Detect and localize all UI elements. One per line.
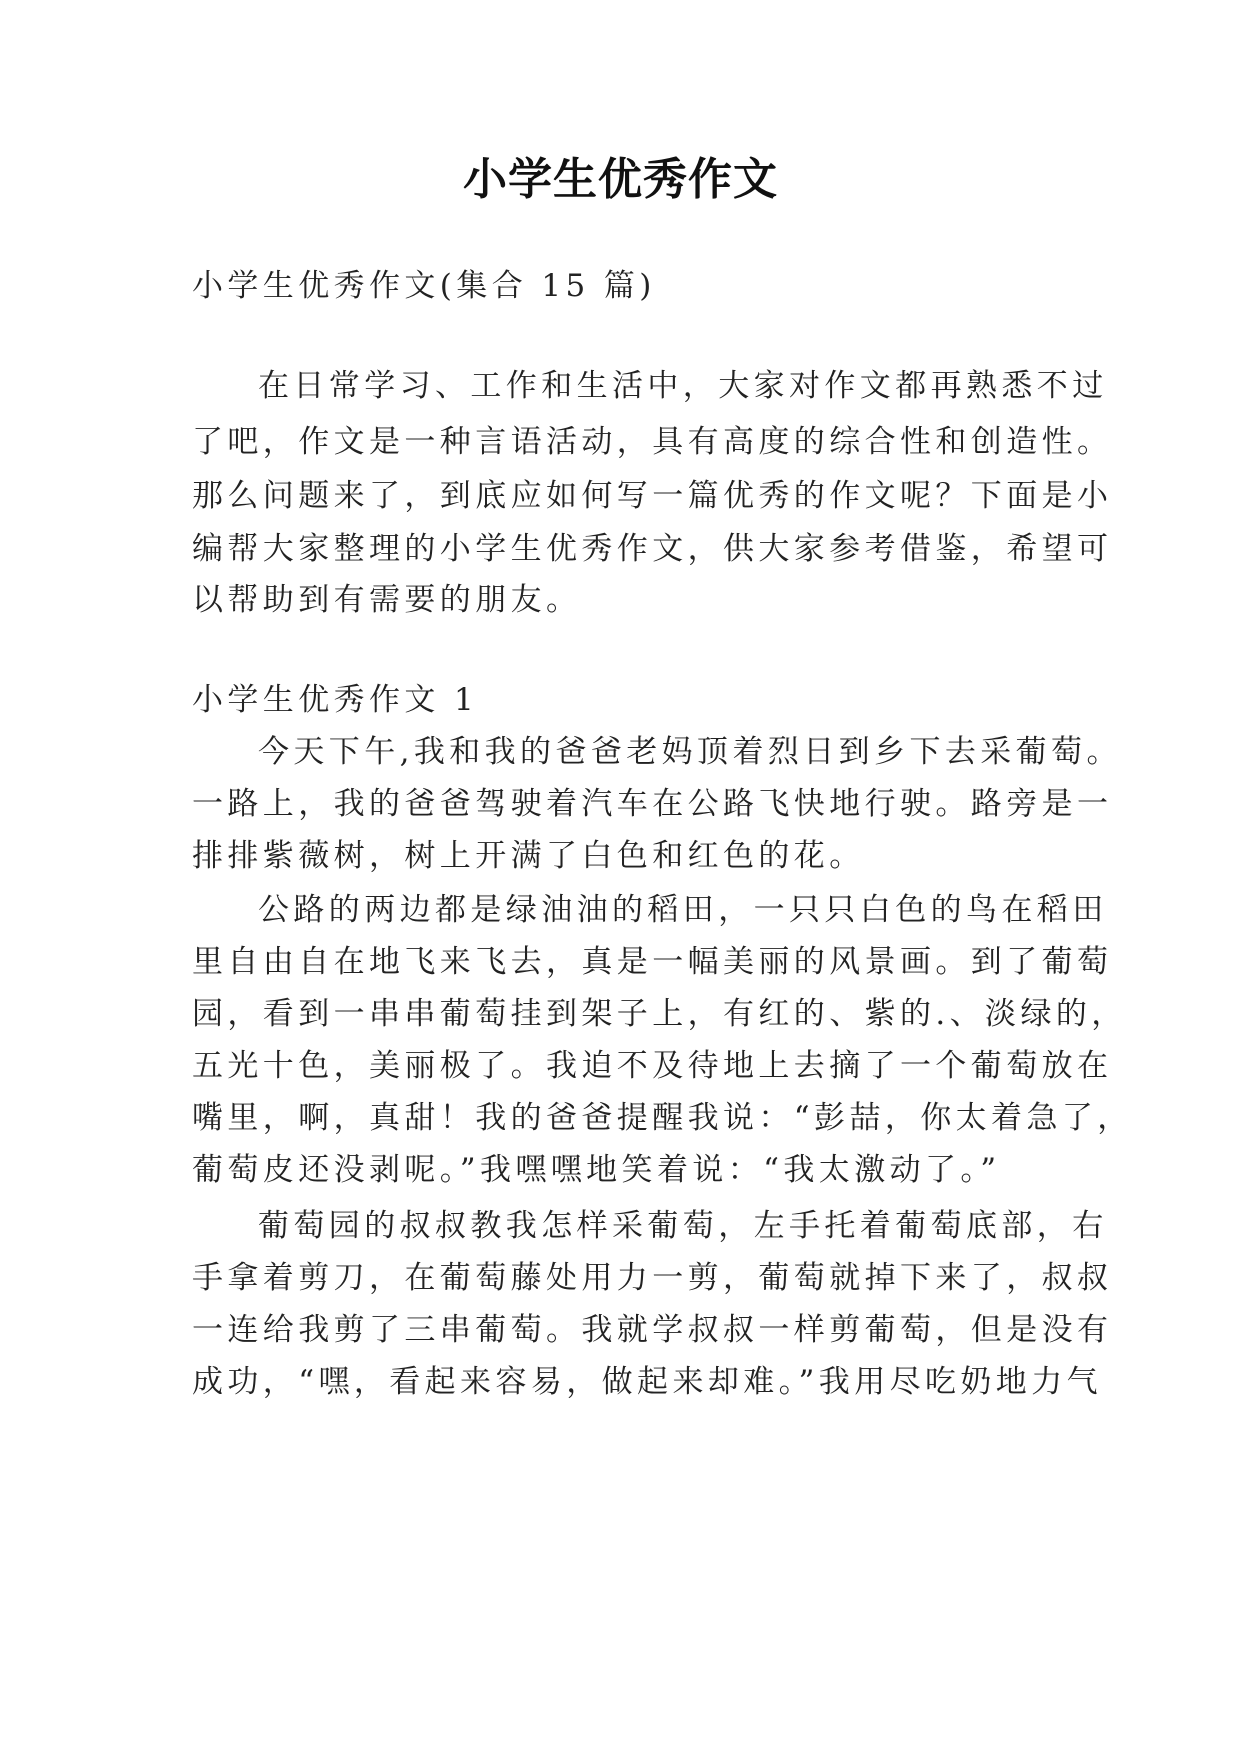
document-title: 小学生优秀作文	[463, 154, 778, 205]
paragraph-line: 葡萄园的叔叔教我怎样采葡萄，左手托着葡萄底部，右	[258, 1208, 1108, 1244]
paragraph-line: 那么问题来了，到底应如何写一篇优秀的作文呢？下面是小	[192, 478, 1113, 514]
paragraph-line: 一连给我剪了三串葡萄。我就学叔叔一样剪葡萄，但是没有	[192, 1312, 1113, 1348]
document-subtitle: 小学生优秀作文(集合 15 篇)	[192, 268, 656, 304]
section-heading: 小学生优秀作文 1	[192, 682, 479, 718]
paragraph-line: 公路的两边都是绿油油的稻田，一只只白色的鸟在稻田	[258, 892, 1108, 928]
paragraph-line: 园，看到一串串葡萄挂到架子上，有红的、紫的.、淡绿的，	[192, 996, 1127, 1032]
paragraph-line: 嘴里，啊，真甜！我的爸爸提醒我说：“彭喆，你太着急了，	[192, 1100, 1133, 1136]
paragraph-line: 里自由自在地飞来飞去，真是一幅美丽的风景画。到了葡萄	[192, 944, 1113, 980]
paragraph-line: 一路上，我的爸爸驾驶着汽车在公路飞快地行驶。路旁是一	[192, 786, 1113, 822]
paragraph-line: 编帮大家整理的小学生优秀作文，供大家参考借鉴，希望可	[192, 531, 1113, 567]
paragraph-line: 葡萄皮还没剥呢。”我嘿嘿地笑着说：“我太激动了。”	[192, 1152, 1001, 1188]
paragraph-line: 手拿着剪刀，在葡萄藤处用力一剪，葡萄就掉下来了，叔叔	[192, 1260, 1113, 1296]
paragraph-line: 了吧，作文是一种言语活动，具有高度的综合性和创造性。	[192, 424, 1113, 460]
paragraph-line: 今天下午,我和我的爸爸老妈顶着烈日到乡下去采葡萄。	[258, 734, 1122, 770]
paragraph-line: 五光十色，美丽极了。我迫不及待地上去摘了一个葡萄放在	[192, 1048, 1113, 1084]
paragraph-line: 成功，“嘿，看起来容易，做起来却难。”我用尽吃奶地力气	[192, 1364, 1102, 1400]
paragraph-line: 以帮助到有需要的朋友。	[192, 582, 582, 618]
paragraph-line: 在日常学习、工作和生活中，大家对作文都再熟悉不过	[258, 368, 1108, 404]
paragraph-line: 排排紫薇树，树上开满了白色和红色的花。	[192, 838, 865, 874]
